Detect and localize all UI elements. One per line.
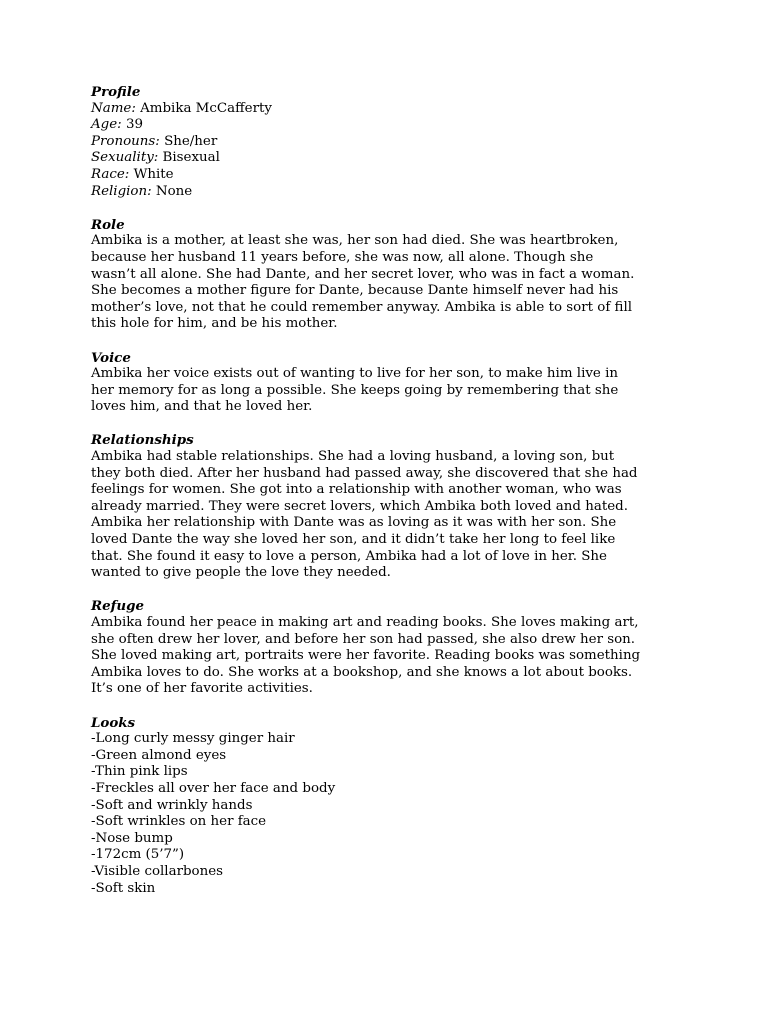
- paragraph-line: loved Dante the way she loved her son, and it didn’t take her long to feel like: [91, 532, 616, 548]
- paragraph-line: wanted to give people the love they needed.: [91, 565, 391, 581]
- list-item: -Green almond eyes: [91, 747, 227, 763]
- paragraph-line: because her husband 11 years before, she was now, all alone. Though she: [91, 249, 594, 265]
- paragraph-line: She becomes a mother figure for Dante, because Dante himself never had his: [91, 283, 619, 299]
- field-pronouns: [91, 134, 691, 151]
- profile-section: [91, 84, 691, 200]
- field-label: Sexuality:: [91, 150, 159, 166]
- list-item: -Soft skin: [91, 880, 156, 896]
- section-spacer: [91, 698, 691, 715]
- paragraph-line: this hole for him, and be his mother.: [91, 316, 338, 332]
- field-value: 39: [125, 117, 143, 133]
- looks-heading: Looks: [91, 714, 136, 731]
- paragraph-line: she often drew her lover, and before her son had passed, she also drew her son.: [91, 631, 636, 647]
- field-age: [91, 117, 691, 134]
- voice-heading: Voice: [91, 349, 131, 366]
- list-item: -Freckles all over her face and body: [91, 780, 336, 796]
- field-race: [91, 167, 691, 184]
- refuge-paragraph: [91, 615, 691, 698]
- field-label: Pronouns:: [91, 133, 160, 149]
- field-label: Race:: [91, 166, 130, 182]
- section-spacer: [91, 416, 691, 433]
- paragraph-line: Ambika her relationship with Dante was as loving as it was with her son. She: [91, 515, 617, 531]
- relationships-section: [91, 432, 691, 581]
- paragraph-line: She loved making art, portraits were her favorite. Reading books was something: [91, 648, 641, 664]
- field-label: Religion:: [91, 183, 152, 199]
- paragraph-line: wasn’t all alone. She had Dante, and her secret lover, who was in fact a woman.: [91, 266, 635, 282]
- paragraph-line: Ambika her voice exists out of wanting to live for her son, to make him live in: [91, 366, 619, 382]
- field-label: Age:: [91, 117, 122, 133]
- relationships-heading: Relationships: [91, 432, 194, 449]
- field-name: [91, 101, 691, 118]
- paragraph-line: they both died. After her husband had passed away, she discovered that she had: [91, 465, 638, 481]
- field-value: None: [155, 183, 193, 199]
- list-item: -Nose bump: [91, 830, 173, 846]
- section-spacer: [91, 200, 691, 217]
- relationships-paragraph: [91, 449, 691, 582]
- document-page: [91, 84, 691, 897]
- list-item: -172cm (5’7”): [91, 847, 185, 863]
- paragraph-line: feelings for women. She got into a relationship with another woman, who was: [91, 482, 622, 498]
- paragraph-line: mother’s love, not that he could remember anyway. Ambika is able to sort of fill: [91, 299, 633, 315]
- list-item: -Long curly messy ginger hair: [91, 731, 295, 747]
- list-item: -Soft and wrinkly hands: [91, 797, 253, 813]
- field-value: She/her: [164, 133, 218, 149]
- field-sexuality: [91, 150, 691, 167]
- paragraph-line: Ambika found her peace in making art and reading books. She loves making art,: [91, 615, 639, 630]
- role-heading: Role: [91, 216, 125, 233]
- paragraph-line: Ambika loves to do. She works at a bookshop, and she knows a lot about books.: [91, 664, 633, 680]
- section-spacer: [91, 333, 691, 350]
- list-item: -Soft wrinkles on her face: [91, 814, 267, 830]
- list-item: -Visible collarbones: [91, 863, 224, 879]
- paragraph-line: already married. They were secret lovers, which Ambika both loved and hated.: [91, 498, 628, 514]
- voice-section: [91, 350, 691, 416]
- section-spacer: [91, 582, 691, 599]
- field-value: Bisexual: [162, 150, 220, 166]
- paragraph-line: loves him, and that he loved her.: [91, 399, 313, 415]
- looks-list: [91, 731, 691, 897]
- paragraph-line: Ambika had stable relationships. She had a loving husband, a loving son, but: [91, 449, 615, 465]
- role-section: [91, 217, 691, 333]
- paragraph-line: It’s one of her favorite activities.: [91, 681, 313, 697]
- list-item: -Thin pink lips: [91, 764, 188, 780]
- profile-heading: Profile: [91, 84, 141, 100]
- refuge-section: [91, 598, 691, 698]
- field-religion: [91, 184, 691, 201]
- paragraph-line: Ambika is a mother, at least she was, her son had died. She was heartbroken,: [91, 233, 619, 249]
- looks-section: [91, 715, 691, 898]
- paragraph-line: her memory for as long a possible. She keeps going by remembering that she: [91, 382, 619, 398]
- field-label: Name:: [91, 100, 136, 116]
- refuge-heading: Refuge: [91, 598, 145, 615]
- field-value: Ambika McCafferty: [140, 100, 272, 116]
- field-value: White: [133, 166, 174, 182]
- role-paragraph: [91, 233, 691, 333]
- paragraph-line: that. She found it easy to love a person, Ambika had a lot of love in her. She: [91, 548, 607, 564]
- voice-paragraph: [91, 366, 691, 416]
